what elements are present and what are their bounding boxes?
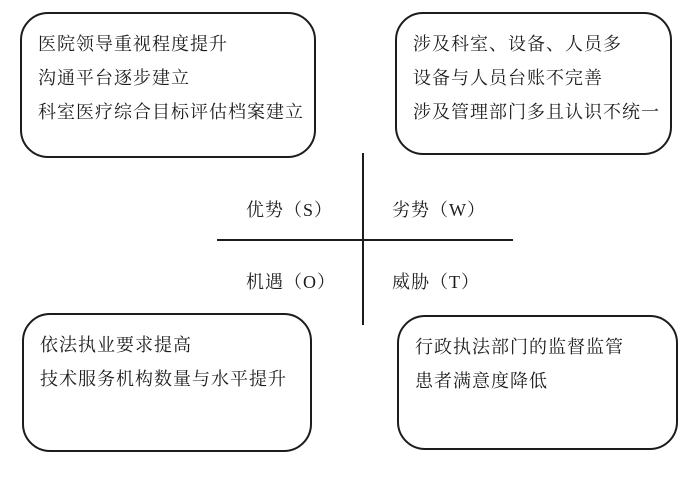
weaknesses-item: 涉及科室、设备、人员多: [413, 34, 622, 54]
weaknesses-box: [395, 12, 672, 155]
opportunities-item: 依法执业要求提高: [40, 335, 192, 355]
axis-horizontal-line: [217, 239, 513, 241]
threats-label: 威胁（T）: [392, 272, 480, 292]
weaknesses-item: 设备与人员台账不完善: [413, 68, 603, 88]
opportunities-item: 技术服务机构数量与水平提升: [40, 369, 287, 389]
weaknesses-item: 涉及管理部门多且认识不统一: [413, 102, 660, 122]
strengths-label: 优势（S）: [246, 200, 334, 220]
threats-item: 行政执法部门的监督监管: [415, 337, 624, 357]
opportunities-label: 机遇（O）: [246, 272, 336, 292]
strengths-item: 沟通平台逐步建立: [38, 68, 190, 88]
threats-item: 患者满意度降低: [415, 371, 548, 391]
strengths-item: 科室医疗综合目标评估档案建立: [38, 102, 304, 122]
strengths-item: 医院领导重视程度提升: [38, 34, 228, 54]
weaknesses-label: 劣势（W）: [392, 200, 486, 220]
threats-box: [397, 315, 678, 450]
strengths-box: [20, 12, 316, 158]
opportunities-box: [22, 313, 312, 452]
